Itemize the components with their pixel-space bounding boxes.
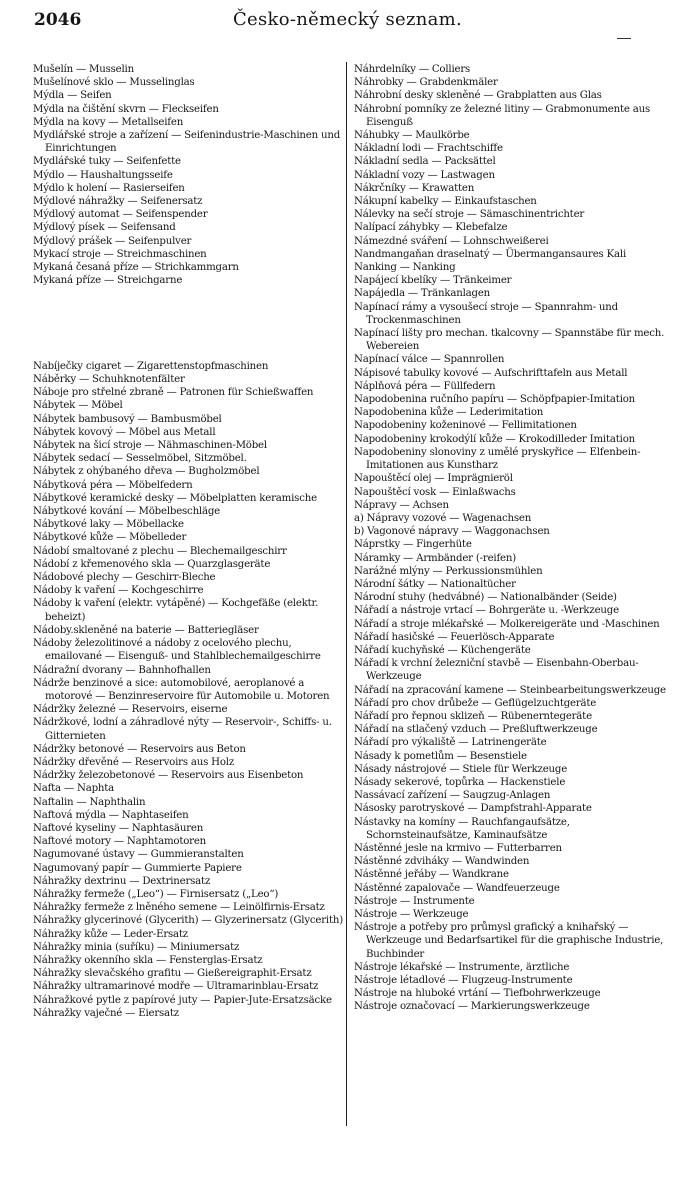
dictionary-entry: Nálevky na sečí stroje — Sämaschinentrichter [354,209,585,221]
dictionary-entry: Nábytek kovový — Möbel aus Metall [33,426,216,438]
dictionary-entry: Nástroje a potřeby pro průmysl grafický a knihařský — Werkzeuge und Bedarfsartikel für die graphische Industrie, Buchbinder [354,922,664,960]
dictionary-entry: Nagumované ústavy — Gummieranstalten [33,849,244,861]
dictionary-entry: Napínací lišty pro mechan. tkalcovny — Spannstäbe für mech. Webereien [354,328,665,353]
dictionary-entry: Napodobenina ručního papíru — Schöpfpapier-Imitation [354,394,636,406]
dictionary-entry: Mýdlový automat — Seifenspender [33,209,208,221]
dictionary-entry: Nákladní vozy — Lastwagen [354,169,495,181]
dictionary-entry: Nářadí hasičské — Feuerlösch-Apparate [354,631,555,643]
dictionary-entry: Náplňová péra — Füllfedern [354,380,496,392]
dictionary-entry: Nábytek na šicí stroje — Nähmaschinen-Möbel [33,440,267,452]
dictionary-entry: Nářadí a nástroje vrtací — Bohrgeräte u. -Werkzeuge [354,605,619,617]
dictionary-entry: Napodobeniny slonoviny z umělé pryskyřice — Elfenbein-Imitationen aus Kunstharz [354,446,641,472]
dictionary-entry: Náhražkové pytle z papírové juty — Papier-Jute-Ersatzsäcke [33,994,332,1006]
dictionary-entry: Násady nástrojové — Stiele für Werkzeuge [354,763,568,775]
dictionary-entry: Nábytkové keramické desky — Möbelplatten keramische [33,492,317,504]
dictionary-entry: Nádržky dřevěné — Reservoirs aus Holz [33,756,235,768]
margin-mark [617,38,631,39]
dictionary-entry: Narážné mlýny — Perkussionsmühlen [354,565,543,577]
dictionary-entry: Náhrdelníky — Colliers [354,64,471,75]
dictionary-entry: Nádržky betonové — Reservoirs aus Beton [33,743,246,755]
dictionary-entry: Nalípací záhybky — Klebefalze [354,222,508,234]
dictionary-entry: Nápisové tabulky kovové — Aufschrifttafeln aus Metall [354,367,628,379]
dictionary-entry: Napájedla — Tränkanlagen [354,288,491,300]
dictionary-entry: Národní stuhy (hedvábné) — Nationalbänder (Seide) [354,592,617,604]
dictionary-entry: Nákupní kabelky — Einkaufstaschen [354,196,537,208]
dictionary-entry: Nádobové plechy — Geschirr-Bleche [33,572,216,584]
dictionary-entry: Nástroje létadlové — Flugzeug-Instrumente [354,975,573,987]
left-column [33,63,348,1020]
dictionary-entry: Mykací stroje — Streichmaschinen [33,248,207,260]
dictionary-entry: Nástroje — Instrumente [354,895,475,907]
dictionary-entry: Napouštěcí olej — Imprägnieröl [354,473,513,485]
dictionary-entry: Nádržky železobetonové — Reservoirs aus Eisenbeton [33,770,304,782]
dictionary-entry: Nádražní dvorany — Bahnhofhallen [33,664,211,676]
dictionary-entry: Nástěnné zdviháky — Wandwinden [354,856,530,868]
dictionary-entry: Napodobeniny koženinové — Fellimitationen [354,420,577,432]
dictionary-entry: Mýdlo k holení — Rasierseifen [33,182,185,194]
dictionary-entry: Napínací válce — Spannrollen [354,354,505,366]
dictionary-entry: Nábytek bambusový — Bambusmöbel [33,413,222,425]
dictionary-entry: Nápravy — Achsen [354,499,449,511]
dictionary-entry: Nádoby k vaření — Kochgeschirre [33,585,204,597]
dictionary-entry: Nádobí smaltované z plechu — Blechemailgeschirr [33,545,287,557]
dictionary-entry: Námezdné sváření — Lohnschweißerei [354,235,549,247]
dictionary-entry: Naftové motory — Naphtamotoren [33,836,207,848]
dictionary-entry: Mýdlový písek — Seifensand [33,222,176,234]
dictionary-entry: Nářadí kuchyňské — Küchengeräte [354,644,531,656]
dictionary-entry: Nafta — Naphta [33,783,115,795]
dictionary-entry: Nákladní sedla — Packsättel [354,156,496,168]
dictionary-entry: a) Nápravy vozové — Wagenachsen [354,512,532,524]
dictionary-entry: b) Vagonové nápravy — Waggonachsen [354,526,550,538]
dictionary-entry: Mýdlové náhražky — Seifenersatz [33,196,203,208]
dictionary-entry: Nářadí pro výkaliště — Latrinengeräte [354,737,547,749]
dictionary-entry: Napájecí kbelíky — Tränkeimer [354,275,512,287]
dictionary-entry: Nástroje lékařské — Instrumente, ärztliche [354,961,570,973]
dictionary-entry: Náhražky okenního skla — Fensterglas-Ersatz [33,954,263,966]
dictionary-entry: Nádržky železné — Reservoirs, eiserne [33,704,228,716]
dictionary-entry: Mýdlo — Haushaltungsseife [33,169,173,181]
dictionary-entry: Násady k pometlům — Besenstiele [354,750,527,762]
dictionary-entry: Náhražky vaječné — Eiersatz [33,1007,179,1019]
dictionary-entry: Náhražky glycerinové (Glycerith) — Glyzerinersatz (Glycerith) [33,915,343,927]
dictionary-entry: Napodobenina kůže — Lederimitation [354,407,544,419]
dictionary-entry: Nástroje na hluboké vrtání — Tiefbohrwerkzeuge [354,988,601,1000]
dictionary-entry: Náhrobní pomníky ze železné litiny — Grabmonumente aus Eisenguß [354,103,650,128]
dictionary-entry: Mýdla na kovy — Metallseifen [33,116,184,128]
dictionary-entry: Nástavky na komíny — Rauchfangaufsätze, Schornsteinaufsätze, Kaminaufsätze [354,816,570,841]
dictionary-entry: Náramky — Armbänder (-reifen) [354,552,516,564]
dictionary-entry: Mykaná česaná příze — Strichkammgarn [33,262,239,274]
dictionary-entry: Nářadí na stlačený vzduch — Preßluftwerkzeuge [354,724,598,736]
dictionary-entry: Nádoby železolitinové a nádoby z ocelového plechu, emailované — Eisenguß- und Stahlblechemailgeschirre [33,638,321,663]
section-gap [33,298,348,350]
dictionary-entry: Nádrže benzinové a sice: automobilové, aeroplanové a motorové — Benzinreservoire für Automobile u. Motoren [33,677,330,702]
dictionary-entry: Náhražky fermeže z lněného semene — Leinölfirnis-Ersatz [33,902,325,914]
dictionary-entry: Nádržkové, lodní a záhradlové nýty — Reservoir-, Schiffs- u. Gitternieten [33,717,332,742]
dictionary-entry: Nářadí na zpracování kamene — Steinbearbeitungswerkzeuge [354,684,666,696]
dictionary-entry: Náhubky — Maulkörbe [354,130,470,142]
dictionary-entry: Nábytková péra — Möbelfedern [33,479,193,491]
dictionary-entry: Násosky parotryskové — Dampfstrahl-Apparate [354,803,592,815]
dictionary-entry: Nádoby.skleněné na baterie — Batteriegläser [33,624,259,636]
dictionary-entry: Napodobeniny krokodýlí kůže — Krokodilleder Imitation [354,433,635,445]
dictionary-entry: Náhražky kůže — Leder-Ersatz [33,928,188,940]
running-title: Česko-německý seznam. [232,9,463,30]
dictionary-entry: Nástěnné zapalovače — Wandfeuerzeuge [354,882,560,894]
dictionary-entry: Nassávací zařízení — Saugzug-Anlagen [354,790,551,802]
dictionary-entry: Mušelínové sklo — Musselinglas [33,77,195,89]
dictionary-entry: Náhrobní desky skleněné — Grabplatten aus Glas [354,90,602,102]
dictionary-entry: Náboje pro střelné zbraně — Patronen für Schießwaffen [33,387,314,399]
right-column [354,63,666,1014]
dictionary-entry: Naftová mýdla — Naphtaseifen [33,809,189,821]
dictionary-entry: Nábytek z ohýbaného dřeva — Bugholzmöbel [33,466,260,478]
dictionary-entry: Mýdla — Seifen [33,90,112,102]
dictionary-entry: Nářadí a stroje mlékařské — Molkereigeräte und -Maschinen [354,618,660,630]
dictionary-entry: Nanking — Nanking [354,262,456,274]
dictionary-entry: Mydlářské tuky — Seifenfette [33,156,181,168]
dictionary-entry: Mušelín — Musselin [33,64,134,75]
dictionary-entry: Násady sekerové, topůrka — Hackenstiele [354,776,566,788]
dictionary-entry: Náhražky minia (suříku) — Miniumersatz [33,941,240,953]
dictionary-entry: Nářadí pro chov drůbeže — Geflügelzuchtgeräte [354,697,597,709]
dictionary-entry: Náhražky ultramarinové modře — Ultramarinblau-Ersatz [33,981,319,993]
dictionary-entry: Náhražky dextrinu — Dextrinersatz [33,875,211,887]
dictionary-entry: Nádoby k vaření (elektr. vytápěné) — Kochgefäße (elektr. beheizt) [33,598,319,623]
dictionary-entry: Nářadí k vrchní železniční stavbě — Eisenbahn-Oberbau-Werkzeuge [354,658,639,683]
dictionary-entry: Nabíječky cigaret — Zigarettenstopfmaschinen [33,360,269,372]
dictionary-entry: Napouštěcí vosk — Einlaßwachs [354,486,516,498]
page-number: 2046 [34,10,82,30]
dictionary-entry: Naftové kyseliny — Naphtasäuren [33,822,204,834]
dictionary-entry: Mydlářské stroje a zařízení — Seifenindustrie-Maschinen und Einrichtungen [33,130,341,155]
dictionary-entry: Nábytek — Möbel [33,400,123,412]
dictionary-entry: Nádobí z křemenového skla — Quarzglasgeräte [33,558,271,570]
dictionary-entry: Nandmangaňan draselnatý — Übermangansaures Kali [354,248,627,260]
dictionary-entry: Nákladní lodi — Frachtschiffe [354,143,503,155]
dictionary-entry: Náhrobky — Grabdenkmäler [354,77,498,89]
dictionary-entry: Náhražky fermeže („Leo“) — Firnisersatz („Leo“) [33,888,279,900]
dictionary-entry: Nástroje označovací — Markierungswerkzeuge [354,1001,590,1013]
dictionary-entry: Nábytkové laky — Möbellacke [33,519,184,531]
dictionary-entry: Naftalin — Naphthalin [33,796,146,808]
dictionary-entry: Nagumovaný papír — Gummierte Papiere [33,862,242,874]
dictionary-entry: Náprstky — Fingerhüte [354,539,472,551]
dictionary-entry: Náhražky slevačského grafitu — Gießereigraphit-Ersatz [33,968,312,980]
dictionary-entry: Nábytkové kování — Möbelbeschläge [33,506,221,518]
dictionary-entry: Nářadí pro řepnou sklizeň — Rübenerntegeräte [354,710,592,722]
dictionary-entry: Národní šátky — Nationaltücher [354,578,516,590]
dictionary-entry: Nástěnné jesle na krmivo — Futterbarren [354,842,562,854]
dictionary-entry: Mýdlový prášek — Seifenpulver [33,235,192,247]
dictionary-entry: Napínací rámy a vysoušecí stroje — Spannrahm- und Trockenmaschinen [354,301,618,326]
dictionary-entry: Nábytkové kůže — Möbelleder [33,532,187,544]
dictionary-entry: Nákrčníky — Krawatten [354,182,475,194]
dictionary-entry: Nástěnné jeřáby — Wandkrane [354,869,509,881]
dictionary-entry: Nábytek sedací — Sesselmöbel, Sitzmöbel. [33,453,247,465]
dictionary-entry: Nástroje — Werkzeuge [354,909,469,920]
dictionary-entry: Mykaná příze — Streichgarne [33,275,183,287]
dictionary-entry: Náběrky — Schuhknotenfälter [33,374,185,386]
column-divider [346,62,347,1126]
dictionary-entry: Mýdla na čištění skvrn — Fleckseifen [33,103,219,115]
